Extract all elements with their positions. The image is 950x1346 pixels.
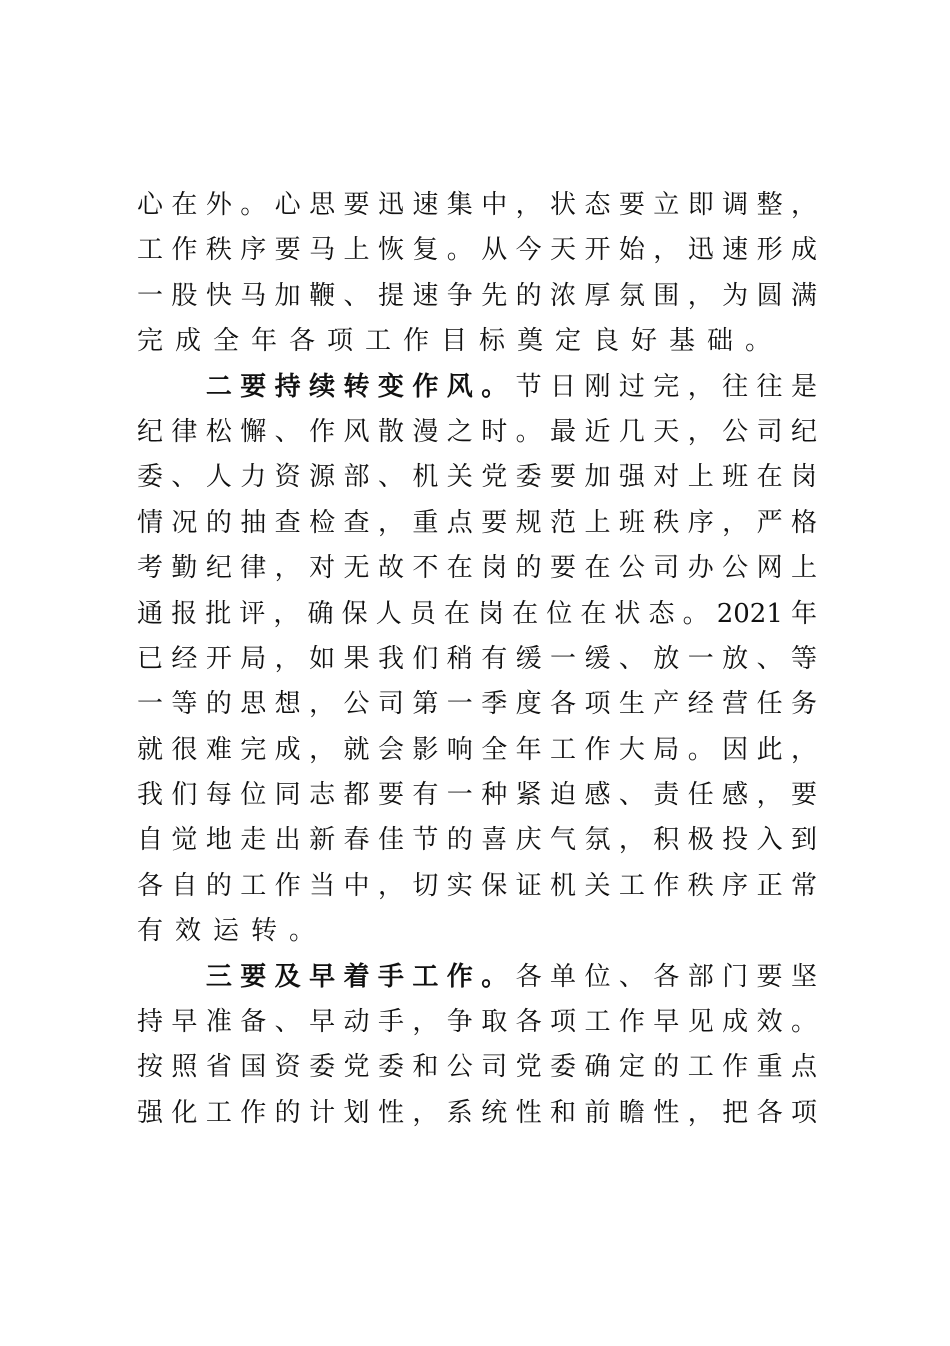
text-line: 持早准备、早动手，争取各项工作早见成效。 bbox=[137, 1007, 817, 1038]
text-line: 就很难完成，就会影响全年工作大局。因此， bbox=[137, 734, 817, 765]
text-line: 考勤纪律，对无故不在岗的要在公司办公网上 bbox=[137, 553, 817, 584]
text-line: 强化工作的计划性，系统性和前瞻性，把各项 bbox=[137, 1097, 817, 1128]
text-line: 各自的工作当中，切实保证机关工作秩序正常 bbox=[137, 870, 817, 901]
text-line: 委、人力资源部、机关党委要加强对上班在岗 bbox=[137, 462, 817, 493]
text-line: 通报批评，确保人员在岗在位在状态。2021年 bbox=[137, 598, 817, 629]
text-line: 情况的抽查检查，重点要规范上班秩序，严格 bbox=[137, 507, 817, 538]
text-line: 一等的思想，公司第一季度各项生产经营任务 bbox=[137, 689, 817, 720]
paragraph-heading-line: 三要及早着手工作。各单位、各部门要坚 bbox=[137, 961, 817, 992]
text-line: 有效运转。 bbox=[137, 916, 328, 947]
text-line: 完成全年各项工作目标奠定良好基础。 bbox=[137, 326, 784, 357]
text-line: 纪律松懈、作风散漫之时。最近几天，公司纪 bbox=[137, 416, 817, 447]
paragraph-lead: 二要持续转变作风。 bbox=[137, 371, 516, 402]
text-line: 按照省国资委党委和公司党委确定的工作重点 bbox=[137, 1052, 817, 1083]
text-line: 心在外。心思要迅速集中，状态要立即调整， bbox=[137, 190, 817, 220]
text-line: 我们每位同志都要有一种紧迫感、责任感，要 bbox=[137, 780, 817, 811]
paragraph-lead: 三要及早着手工作。 bbox=[137, 961, 516, 992]
paragraph-heading-line: 二要持续转变作风。节日刚过完，往往是 bbox=[137, 371, 817, 402]
text-line: 一股快马加鞭、提速争先的浓厚氛围，为圆满 bbox=[137, 280, 817, 311]
text-line: 工作秩序要马上恢复。从今天开始，迅速形成 bbox=[137, 235, 817, 266]
text-line: 已经开局，如果我们稍有缓一缓、放一放、等 bbox=[137, 643, 817, 674]
body-text bbox=[137, 183, 817, 1136]
text-line: 自觉地走出新春佳节的喜庆气氛，积极投入到 bbox=[137, 825, 817, 856]
